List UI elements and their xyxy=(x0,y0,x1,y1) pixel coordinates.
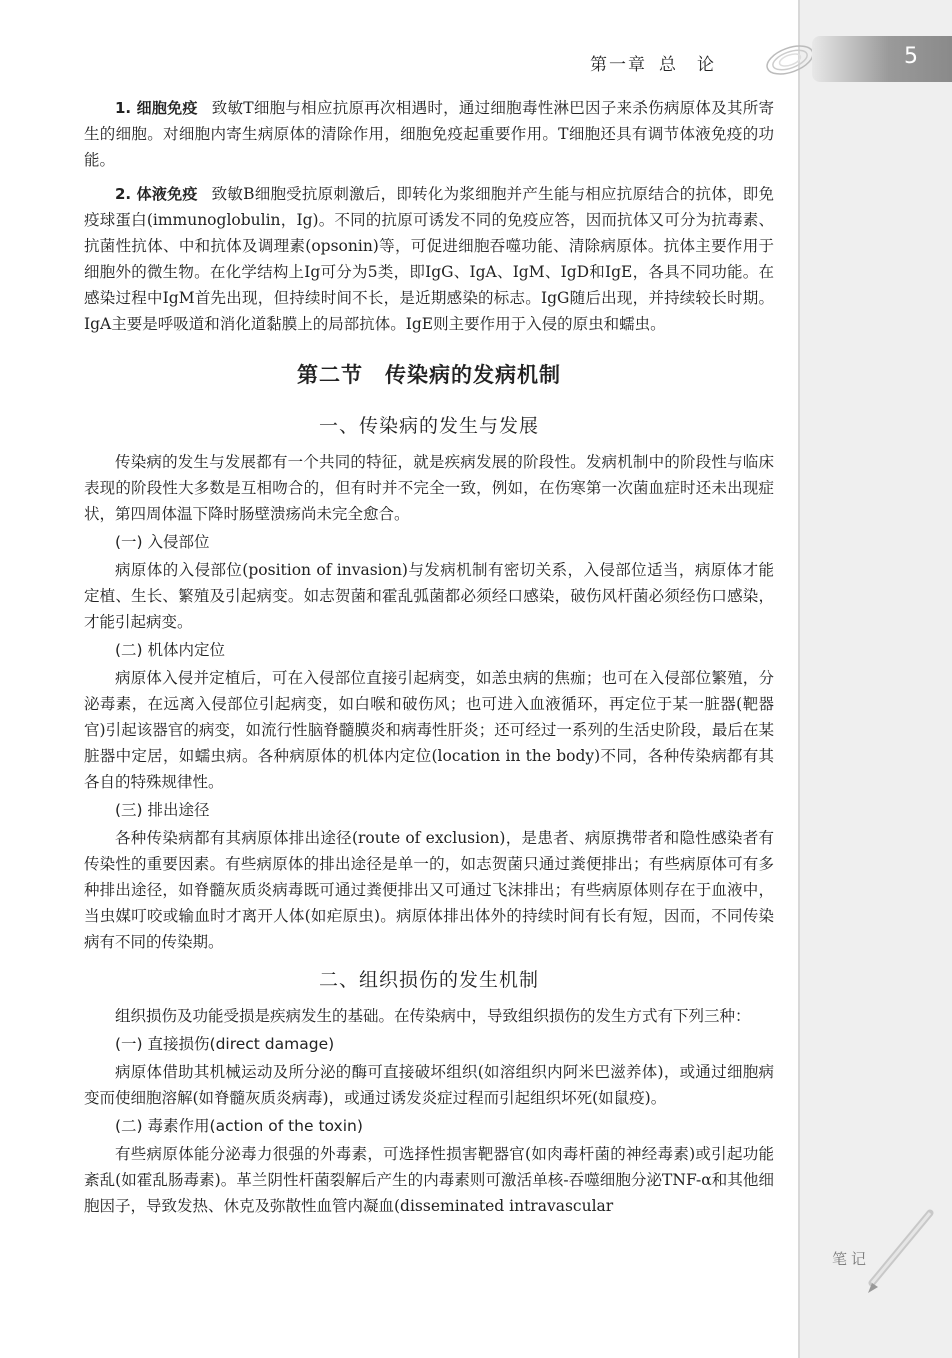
paragraph: 各种传染病都有其病原体排出途径(route of exclusion)，是患者、病原携带者和隐性感染者有传染性的重要因素。有些病原体的排出途径是单一的，如志贺菌只通过粪便排出；有些病原体可有多种排出途径，如脊髓灰质炎病毒既可通过粪便排出又可通过飞沫排出；有些病原体则存在于血液中，当虫媒叮咬或输血时才离开人体(如疟原虫)。病原体排出体外的持续时间有长有短，因而，不同传染病有不同的传染期。 xyxy=(84,829,774,951)
paragraph: 有些病原体能分泌毒力很强的外毒素，可选择性损害靶器官(如肉毒杆菌的神经毒素)或引起功能紊乱(如霍乱肠毒素)。革兰阴性杆菌裂解后产生的内毒素则可激活单核-吞噬细胞分泌TNF-α和其他细胞因子，导致发热、休克及弥散性血管内凝血(disseminated intravascular xyxy=(84,1145,774,1215)
section-name: 传染病的发病机制 xyxy=(385,363,561,387)
subheading: (三) 排出途径 xyxy=(115,801,210,819)
paragraph: 组织损伤及功能受损是疾病发生的基础。在传染病中，导致组织损伤的发生方式有下列三种： xyxy=(115,1007,751,1025)
paragraph-text: 致敏B细胞受抗原刺激后，即转化为浆细胞并产生能与相应抗原结合的抗体，即免疫球蛋白(immunoglobulin，Ig)。不同的抗原可诱发不同的免疫应答，因而抗体又可分为抗毒素、抗菌性抗体、中和抗体及调理素(opsonin)等，可促进细胞吞噬功能、清除病原体。抗体主要作用于细胞外的微生物。在化学结构上Ig可分为5类，即IgG、IgA、IgM、IgD和IgE，各具不同功能。在感染过程中IgM首先出现，但持续时间不长，是近期感染的标志。IgG随后出现，并持续较长时期。IgA主要是呼吸道和消化道黏膜上的局部抗体。IgE则主要作用于入侵的原虫和蠕虫。 xyxy=(84,185,774,333)
paragraph-lead: 1. 细胞免疫 xyxy=(115,99,198,117)
chapter-title: 总 论 xyxy=(659,55,716,75)
chapter-number: 第一章 xyxy=(590,55,647,75)
subheading: (一) 直接损伤(direct damage) xyxy=(115,1035,335,1053)
section-number: 第二节 xyxy=(297,363,363,387)
subsection-heading: 一、传染病的发生与发展 xyxy=(318,415,539,437)
paragraph: 病原体借助其机械运动及所分泌的酶可直接破坏组织(如溶组织内阿米巴滋养体)，或通过细胞病变而使细胞溶解(如脊髓灰质炎病毒)，或通过诱发炎症过程而引起组织坏死(如鼠疫)。 xyxy=(84,1063,774,1107)
swirl-ornament-icon xyxy=(758,38,818,82)
section-title xyxy=(84,359,774,389)
paragraph xyxy=(84,95,774,173)
page-number-tab xyxy=(812,36,952,82)
subheading: (一) 入侵部位 xyxy=(115,533,210,551)
running-header xyxy=(590,50,716,75)
paragraph: 病原体入侵并定植后，可在入侵部位直接引起病变，如恙虫病的焦痂；也可在入侵部位繁殖，分泌毒素，在远离入侵部位引起病变，如白喉和破伤风；也可进入血液循环，再定位于某一脏器(靶器官)引起该器官的病变，如流行性脑脊髓膜炎和病毒性肝炎；还可经过一系列的生活史阶段，最后在某脏器中定居，如蠕虫病。各种病原体的机体内定位(location in the body)不同，各种传染病都有其各自的特殊规律性。 xyxy=(84,669,774,791)
page-number: 5 xyxy=(904,44,918,69)
margin-divider xyxy=(798,0,800,1358)
paragraph: 传染病的发生与发展都有一个共同的特征，就是疾病发展的阶段性。发病机制中的阶段性与临床表现的阶段性大多数是互相吻合的，但有时并不完全一致，例如，在伤寒第一次菌血症时还未出现症状，第四周体温下降时肠壁溃疡尚未完全愈合。 xyxy=(84,453,774,523)
paragraph-lead: 2. 体液免疫 xyxy=(115,185,198,203)
notes-label: 笔记 xyxy=(832,1250,871,1268)
page-body xyxy=(84,95,774,1219)
subsection-heading: 二、组织损伤的发生机制 xyxy=(318,969,539,991)
subheading: (二) 毒素作用(action of the toxin) xyxy=(115,1117,363,1135)
pencil-icon xyxy=(860,1205,940,1295)
notes-margin xyxy=(800,0,952,1358)
subheading: (二) 机体内定位 xyxy=(115,641,226,659)
paragraph-text: 致敏T细胞与相应抗原再次相遇时，通过细胞毒性淋巴因子来杀伤病原体及其所寄生的细胞。对细胞内寄生病原体的清除作用，细胞免疫起重要作用。T细胞还具有调节体液免疫的功能。 xyxy=(84,99,775,169)
paragraph: 病原体的入侵部位(position of invasion)与发病机制有密切关系，入侵部位适当，病原体才能定植、生长、繁殖及引起病变。如志贺菌和霍乱弧菌都必须经口感染，破伤风杆菌必须经伤口感染，才能引起病变。 xyxy=(84,561,774,631)
paragraph xyxy=(84,181,774,337)
